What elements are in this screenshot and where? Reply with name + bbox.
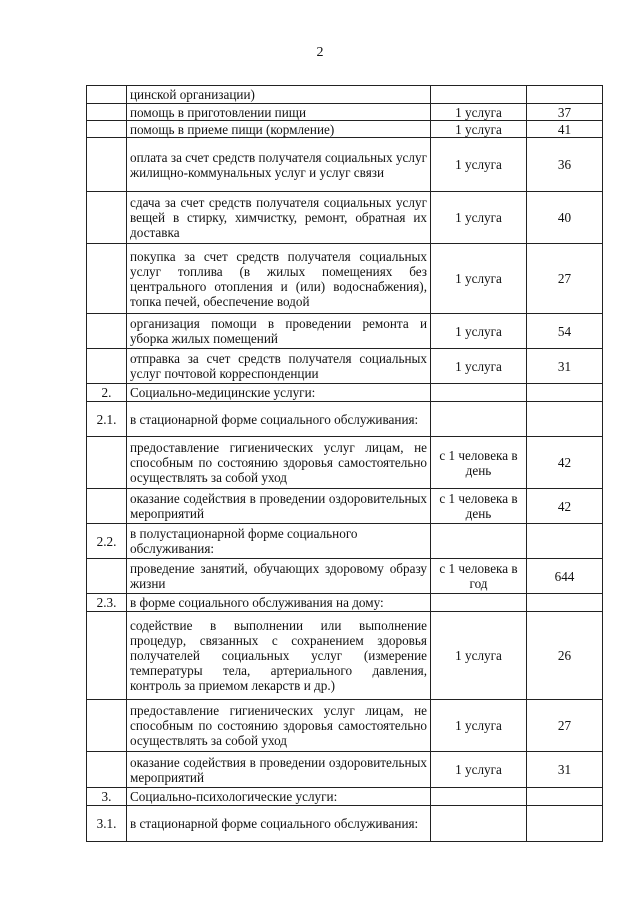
unit-cell [431, 524, 527, 559]
service-description-cell: покупка за счет средств получателя социальных услуг топлива (в жилых помещениях без центрального отопления и (или) водоснабжения), топка печей, обеспечение водой [127, 244, 431, 314]
table-row [87, 437, 603, 489]
section-row [87, 806, 603, 842]
row-number-cell [87, 349, 127, 384]
table-row [87, 192, 603, 244]
unit-cell [431, 594, 527, 612]
unit-cell [431, 806, 527, 842]
row-number-cell [87, 700, 127, 752]
unit-cell: с 1 человека в день [431, 489, 527, 524]
service-description-cell: помощь в приготовлении пищи [127, 104, 431, 121]
table-row [87, 612, 603, 700]
row-number-cell [87, 138, 127, 192]
page-number: 2 [316, 45, 324, 60]
unit-cell: 1 услуга [431, 244, 527, 314]
row-number-cell [87, 121, 127, 138]
service-description-cell: предоставление гигиенических услуг лицам, не способным по состоянию здоровья самостоятельно осуществлять за собой уход [127, 700, 431, 752]
table-row [87, 559, 603, 594]
value-cell: 36 [527, 138, 603, 192]
value-cell: 27 [527, 700, 603, 752]
value-cell [527, 402, 603, 437]
row-number-cell: 2.2. [87, 524, 127, 559]
row-number-cell [87, 612, 127, 700]
unit-cell [431, 402, 527, 437]
table-row [87, 489, 603, 524]
service-description-cell: в форме социального обслуживания на дому: [127, 594, 431, 612]
unit-cell: 1 услуга [431, 121, 527, 138]
value-cell: 31 [527, 349, 603, 384]
value-cell [527, 594, 603, 612]
value-cell [527, 86, 603, 104]
row-number-cell [87, 314, 127, 349]
unit-cell: 1 услуга [431, 752, 527, 788]
value-cell: 41 [527, 121, 603, 138]
row-number-cell [87, 244, 127, 314]
service-description-cell: оплата за счет средств получателя социальных услуг жилищно-коммунальных услуг и услуг связи [127, 138, 431, 192]
value-cell: 42 [527, 437, 603, 489]
value-cell: 27 [527, 244, 603, 314]
row-number-cell [87, 752, 127, 788]
service-description-cell: цинской организации) [127, 86, 431, 104]
value-cell: 31 [527, 752, 603, 788]
row-number-cell: 2.1. [87, 402, 127, 437]
unit-cell: 1 услуга [431, 314, 527, 349]
value-cell: 54 [527, 314, 603, 349]
table-row [87, 86, 603, 104]
value-cell [527, 524, 603, 559]
service-description-cell: Социально-медицинские услуги: [127, 384, 431, 402]
row-number-cell: 3. [87, 788, 127, 806]
unit-cell: 1 услуга [431, 138, 527, 192]
unit-cell: 1 услуга [431, 104, 527, 121]
table-row [87, 349, 603, 384]
service-description-cell: оказание содействия в проведении оздоровительных мероприятий [127, 752, 431, 788]
value-cell [527, 384, 603, 402]
unit-cell: 1 услуга [431, 192, 527, 244]
services-table [86, 85, 603, 842]
value-cell [527, 788, 603, 806]
service-description-cell: проведение занятий, обучающих здоровому образу жизни [127, 559, 431, 594]
table-row [87, 314, 603, 349]
value-cell: 644 [527, 559, 603, 594]
service-description-cell: оказание содействия в проведении оздоровительных мероприятий [127, 489, 431, 524]
section-row [87, 594, 603, 612]
row-number-cell [87, 86, 127, 104]
table-row [87, 244, 603, 314]
value-cell: 42 [527, 489, 603, 524]
table-row [87, 104, 603, 121]
row-number-cell [87, 192, 127, 244]
service-description-cell: сдача за счет средств получателя социальных услуг вещей в стирку, химчистку, ремонт, обратная их доставка [127, 192, 431, 244]
unit-cell [431, 86, 527, 104]
value-cell: 26 [527, 612, 603, 700]
service-description-cell: организация помощи в проведении ремонта и уборка жилых помещений [127, 314, 431, 349]
value-cell: 37 [527, 104, 603, 121]
value-cell [527, 806, 603, 842]
service-description-cell: помощь в приеме пищи (кормление) [127, 121, 431, 138]
table-row [87, 121, 603, 138]
unit-cell: с 1 человека в день [431, 437, 527, 489]
row-number-cell [87, 104, 127, 121]
service-description-cell: содействие в выполнении или выполнение процедур, связанных с сохранением здоровья получателей социальных услуг (измерение температуры тела, артериального давления, контроль за приемом лекарств и др.) [127, 612, 431, 700]
service-description-cell: отправка за счет средств получателя социальных услуг почтовой корреспонденции [127, 349, 431, 384]
services-table-body [87, 86, 603, 842]
section-row [87, 384, 603, 402]
service-description-cell: Социально-психологические услуги: [127, 788, 431, 806]
row-number-cell [87, 489, 127, 524]
service-description-cell: в стационарной форме социального обслуживания: [127, 806, 431, 842]
table-row [87, 752, 603, 788]
row-number-cell: 2.3. [87, 594, 127, 612]
unit-cell [431, 384, 527, 402]
unit-cell: 1 услуга [431, 612, 527, 700]
unit-cell: 1 услуга [431, 349, 527, 384]
table-row [87, 700, 603, 752]
service-description-cell: в полустационарной форме социального обслуживания: [127, 524, 431, 559]
row-number-cell: 2. [87, 384, 127, 402]
unit-cell [431, 788, 527, 806]
section-row [87, 402, 603, 437]
unit-cell: с 1 человека в год [431, 559, 527, 594]
unit-cell: 1 услуга [431, 700, 527, 752]
section-row [87, 788, 603, 806]
table-row [87, 138, 603, 192]
section-row [87, 524, 603, 559]
row-number-cell: 3.1. [87, 806, 127, 842]
row-number-cell [87, 559, 127, 594]
row-number-cell [87, 437, 127, 489]
service-description-cell: предоставление гигиенических услуг лицам, не способным по состоянию здоровья самостоятельно осуществлять за собой уход [127, 437, 431, 489]
value-cell: 40 [527, 192, 603, 244]
service-description-cell: в стационарной форме социального обслуживания: [127, 402, 431, 437]
